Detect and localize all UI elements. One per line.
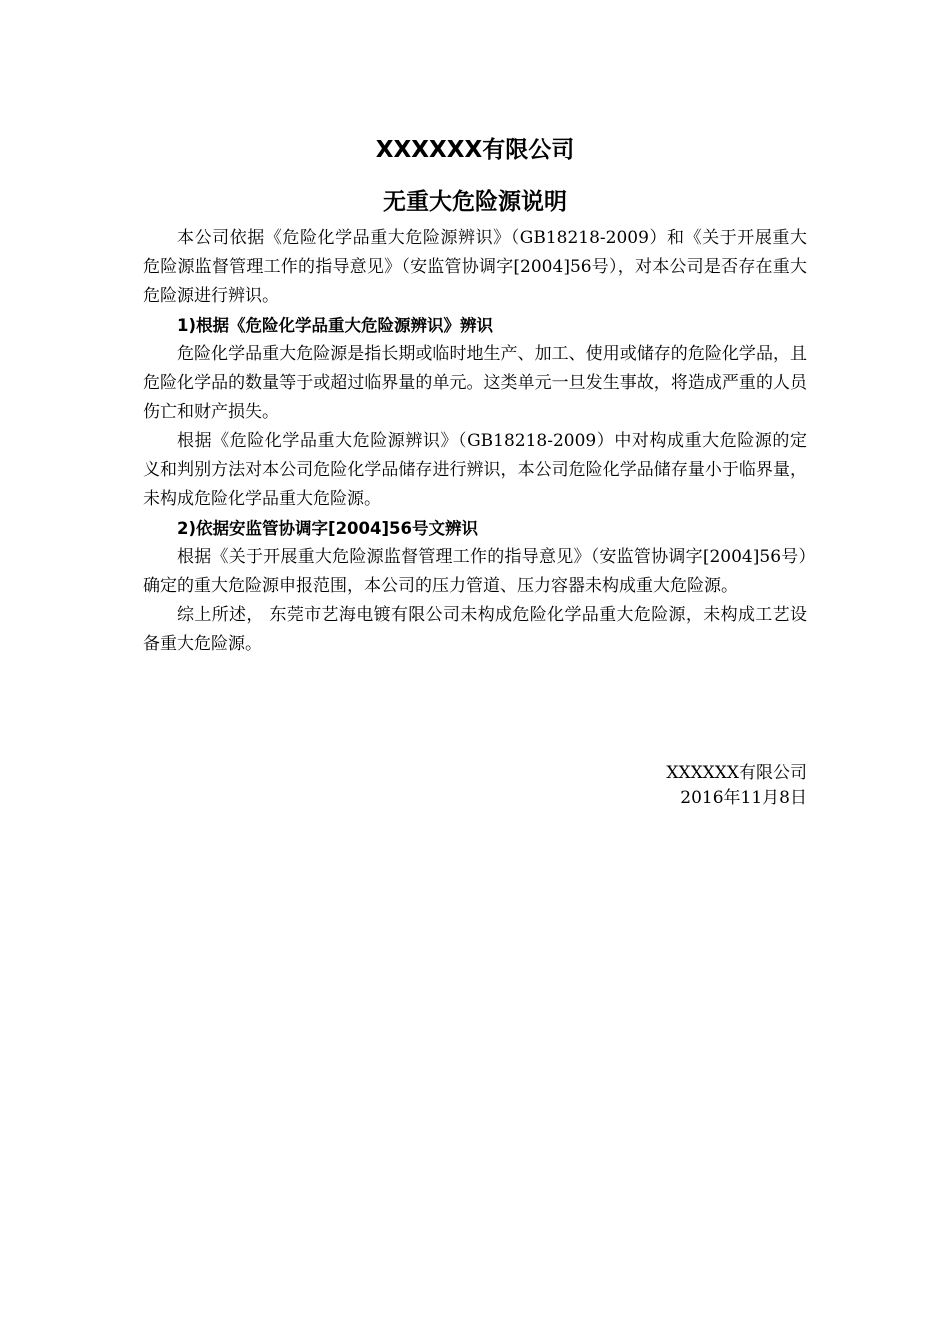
section1-paragraph-1: 危险化学品重大危险源是指长期或临时地生产、加工、使用或储存的危险化学品，且危险化学品的数量等于或超过临界量的单元。这类单元一旦发生事故，将造成严重的人员伤亡和财产损失。 [143, 344, 807, 422]
conclusion-paragraph: 综上所述， 东莞市艺海电镀有限公司未构成危险化学品重大危险源，未构成工艺设备重大危险源。 [143, 605, 807, 654]
signature-block [666, 761, 807, 811]
section2-paragraph-1: 根据《关于开展重大危险源监督管理工作的指导意见》（安监管协调字[2004]56号）确定的重大危险源申报范围，本公司的压力管道、压力容器未构成重大危险源。 [143, 547, 807, 596]
section1-heading: 1)根据《危险化学品重大危险源辨识》辨识 [177, 316, 494, 335]
signature-date: 2016年11月8日 [680, 788, 807, 808]
section1-paragraph-2: 根据《危险化学品重大危险源辨识》（GB18218-2009）中对构成重大危险源的定义和判别方法对本公司危险化学品储存进行辨识，本公司危险化学品储存量小于临界量，未构成危险化学品重大危险源。 [143, 431, 807, 509]
company-title: XXXXXX有限公司 [375, 137, 575, 163]
signature-company: XXXXXX有限公司 [666, 763, 807, 783]
document-body [143, 134, 807, 659]
document-subtitle: 无重大危险源说明 [383, 189, 567, 215]
intro-paragraph: 本公司依据《危险化学品重大危险源辨识》（GB18218-2009）和《关于开展重大危险源监督管理工作的指导意见》（安监管协调字[2004]56号），对本公司是否存在重大危险源进行辨识。 [143, 228, 807, 306]
section2-heading: 2)依据安监管协调字[2004]56号文辨识 [177, 519, 478, 538]
